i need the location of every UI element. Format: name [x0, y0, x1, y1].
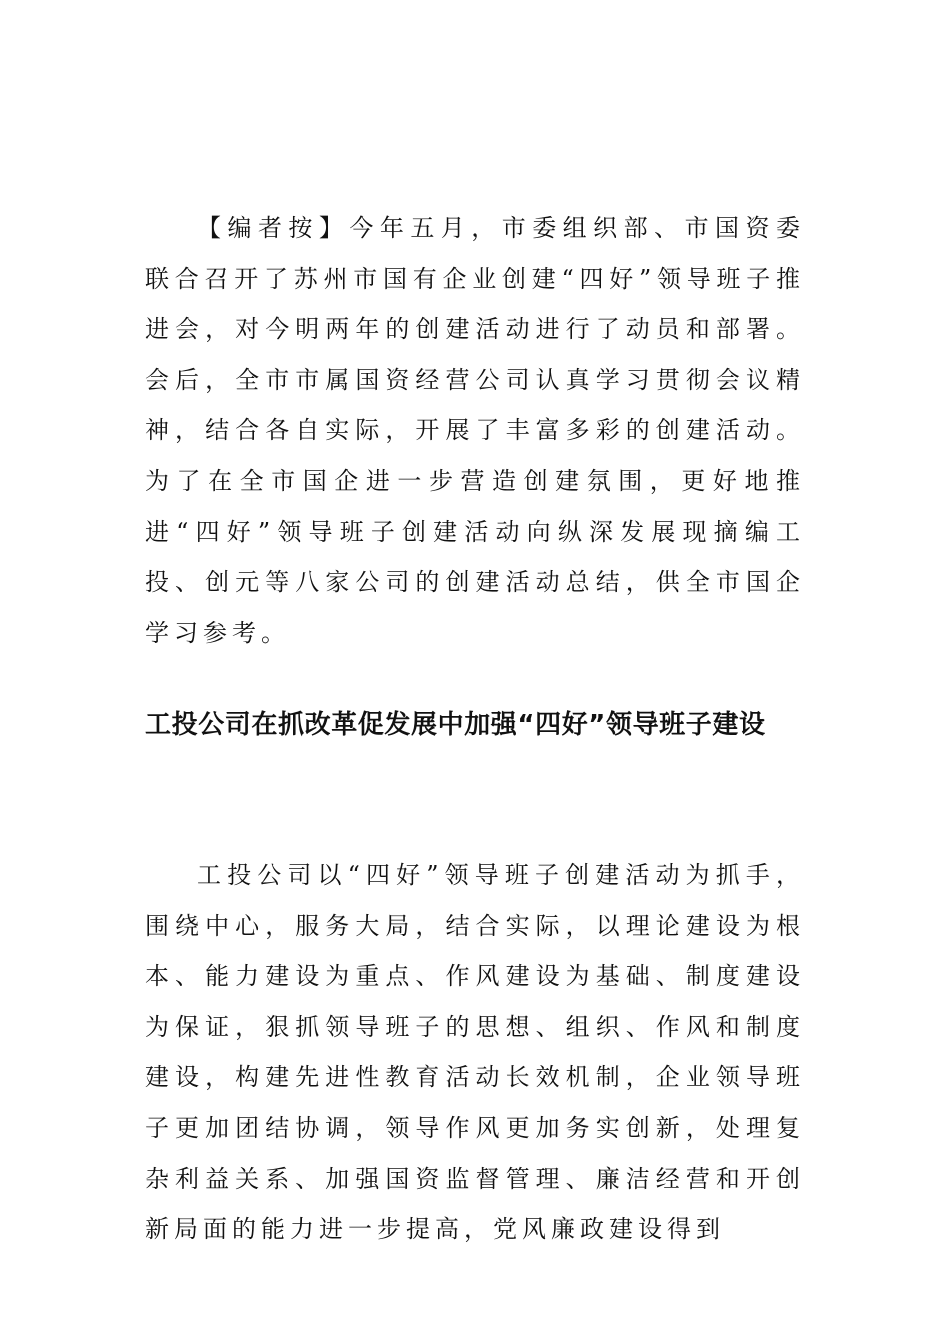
editor-note-paragraph: 【编者按】今年五月，市委组织部、市国资委联合召开了苏州市国有企业创建“四好”领导班子推进会，对今明两年的创建活动进行了动员和部署。会后，全市市属国资经营公司认真学习贯彻会议精神，结合各自实际，开展了丰富多彩的创建活动。为了在全市国企进一步营造创建氛围，更好地推进“四好”领导班子创建活动向纵深发展现摘编工投、创元等八家公司的创建活动总结，供全市国企学习参考。 — [145, 214, 805, 647]
article-title: 工投公司在抓改革促发展中加强“四好”领导班子建设 — [145, 710, 766, 740]
article-body-paragraph: 工投公司以“四好”领导班子创建活动为抓手，围绕中心，服务大局，结合实际，以理论建设为根本、能力建设为重点、作风建设为基础、制度建设为保证，狠抓领导班子的思想、组织、作风和制度建设，构建先进性教育活动长效机制，企业领导班子更加团结协调，领导作风更加务实创新，处理复杂利益关系、加强国资监督管理、廉洁经营和开创新局面的能力进一步提高，党风廉政建设得到 — [145, 861, 805, 1244]
